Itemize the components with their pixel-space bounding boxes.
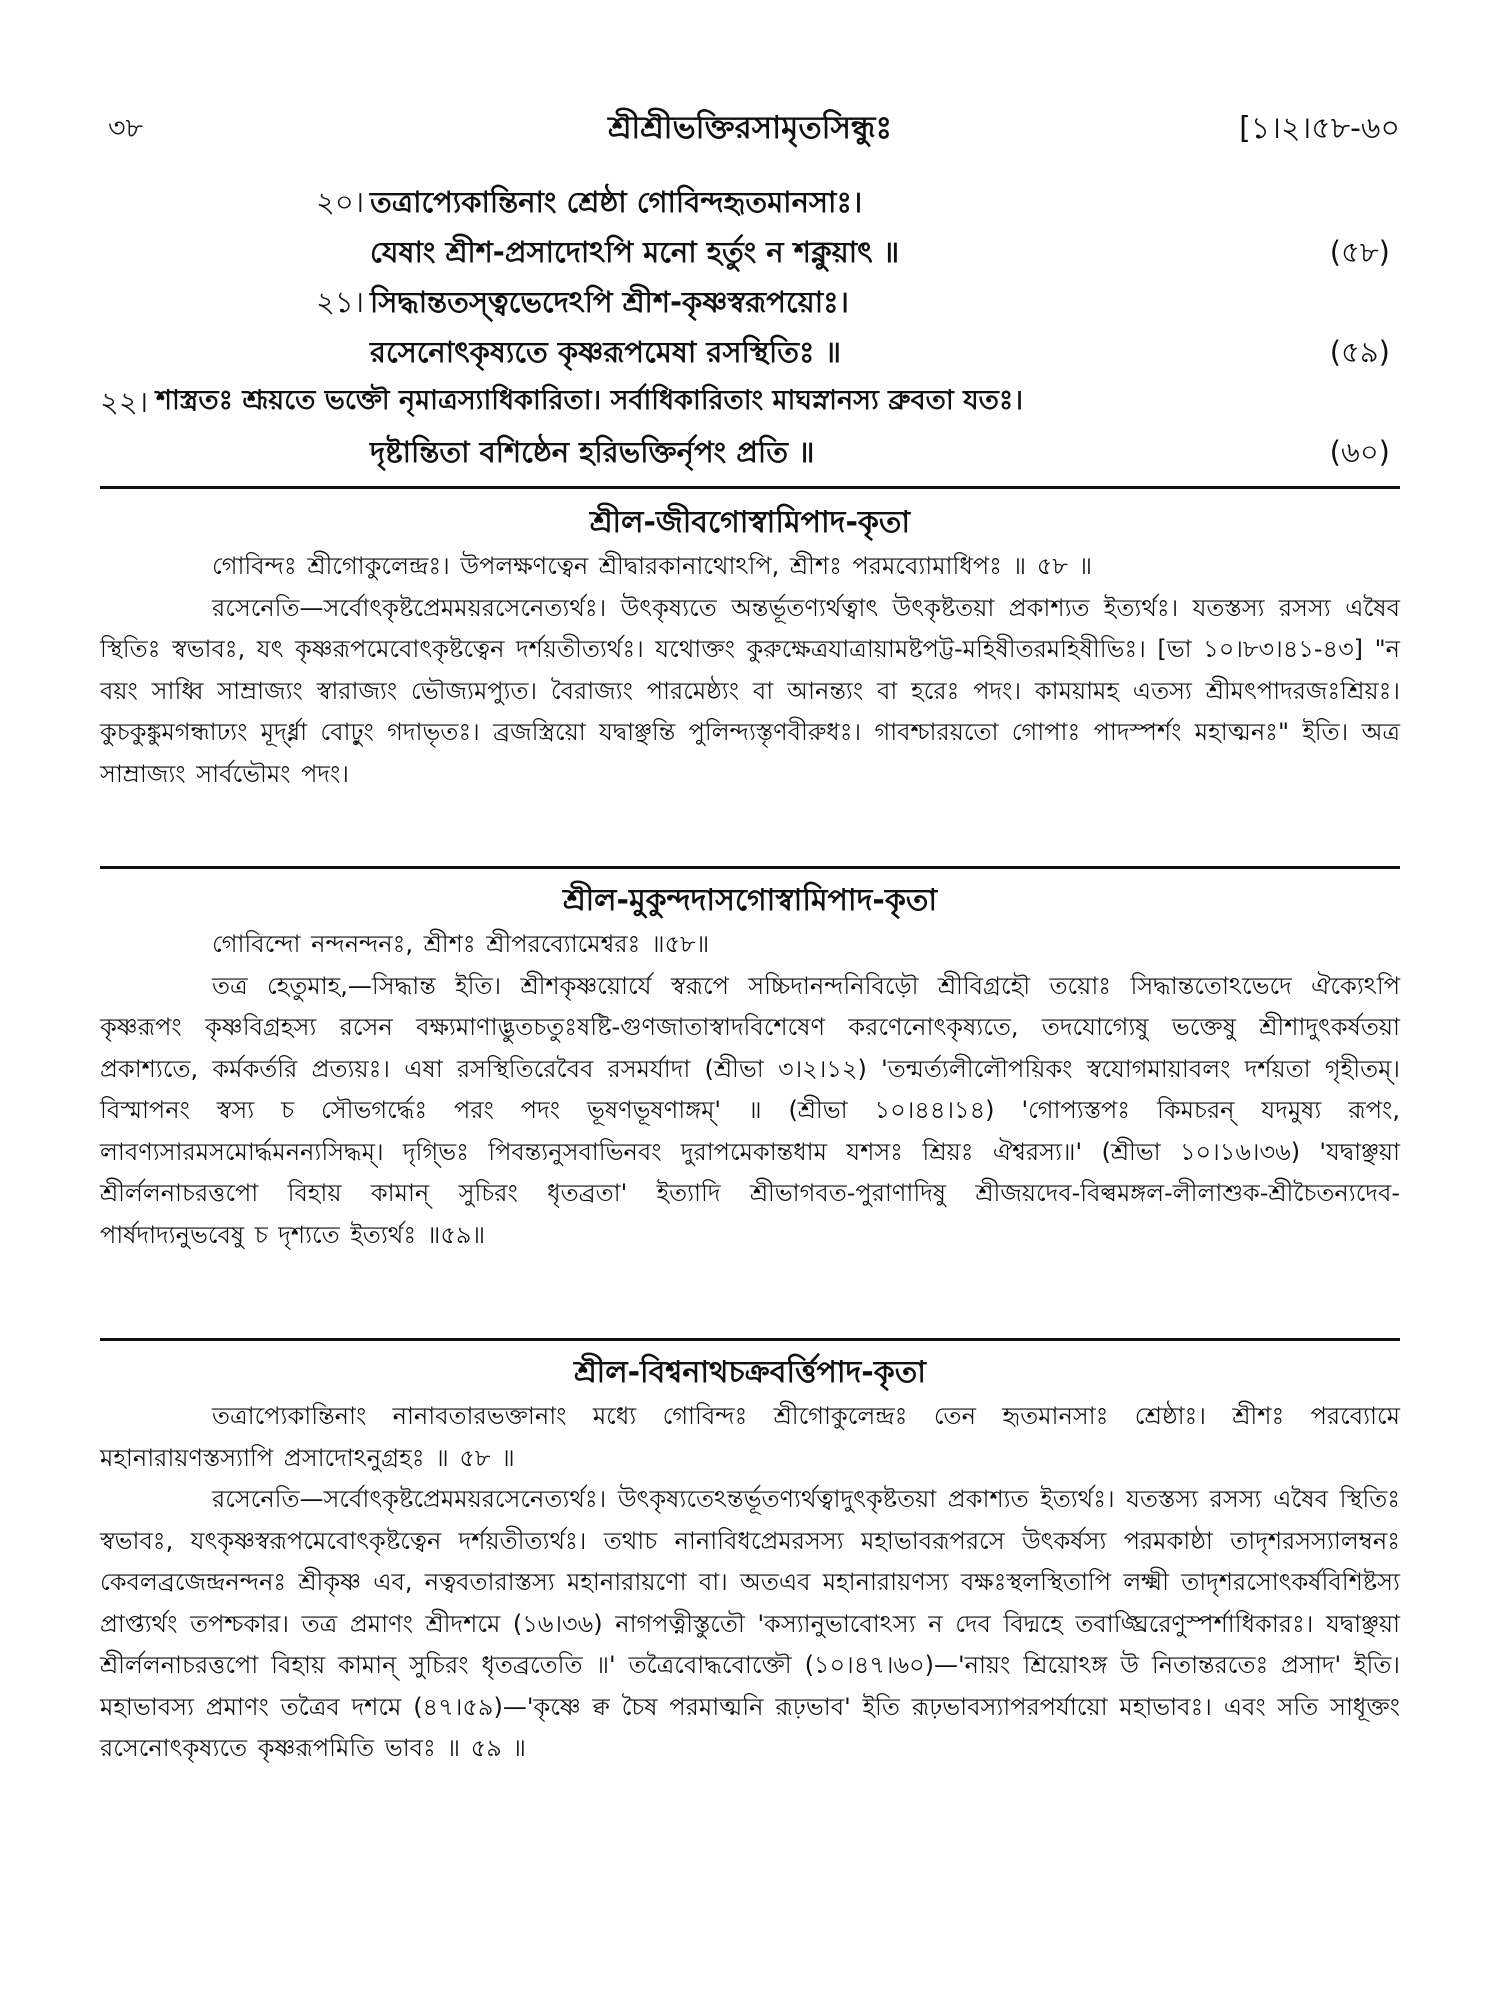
commentary-heading: শ্রীল-জীবগোস্বামিপাদ-কৃতা [589, 505, 911, 540]
verse-block [100, 176, 1400, 476]
commentary-paragraph: গোবিন্দো নন্দনন্দনঃ, শ্রীশঃ শ্রীপরব্যোমেশ্বরঃ ॥৫৮॥ [212, 930, 710, 958]
verse-ref: (৫৯) [1329, 335, 1390, 369]
verse-text: সিদ্ধান্ততস্ত্বভেদেঽপি শ্রীশ-কৃষ্ণস্বরূপয়োঃ। [370, 285, 849, 319]
verse-line [100, 376, 1400, 426]
verse-ref: (৬০) [1329, 435, 1390, 469]
verse-text: তত্রাপ্যেকান্তিনাং শ্রেষ্ঠা গোবিন্দহৃতমানসাঃ। [370, 185, 863, 219]
commentary-mukunda-dasa [100, 878, 1400, 1256]
commentary-heading: শ্রীল-বিশ্বনাথচক্রবর্ত্তিপাদ-কৃতা [574, 1355, 926, 1390]
verse-line [100, 326, 1400, 376]
page-number: ৩৮ [108, 113, 144, 144]
verse-line [100, 276, 1400, 326]
verse-ref: (৫৮) [1329, 235, 1390, 269]
verse-text: শাস্ত্রতঃ শ্রূয়তে ভক্তৌ নৃমাত্রস্যাধিকারিতা। সর্বাধিকারিতাং মাঘস্নানস্য ব্রুবতা যতঃ। [156, 385, 1023, 416]
commentary-jiva-gosvami [100, 500, 1400, 795]
section-divider [100, 1338, 1400, 1341]
verse-number: ২১। [316, 285, 365, 319]
verse-line [100, 426, 1400, 476]
commentary-paragraph: তত্রাপ্যেকান্তিনাং নানাবতারভক্তানাং মধ্যে গোবিন্দঃ শ্রীগোকুলেন্দ্রঃ তেন হৃতমানসাঃ শ্রেষ্ঠাঃ। শ্রীশঃ পরব্যোমে মহানারায়ণস্তস্যাপি প্রসাদোঽনুগ্রহঃ ॥ ৫৮ ॥ [100, 1402, 1400, 1472]
page-header [100, 104, 1400, 144]
verse-line [100, 176, 1400, 226]
running-title: শ্রীশ্রীভক্তিরসামৃতসিন্ধুঃ [608, 110, 892, 146]
verse-line [100, 226, 1400, 276]
verse-text: রসেনোৎকৃষ্যতে কৃষ্ণরূপমেষা রসস্থিতিঃ ॥ [370, 335, 841, 369]
verse-number: ২০। [316, 185, 365, 219]
commentary-paragraph: রসেনেতি—সর্বোৎকৃষ্টপ্রেমময়রসেনেত্যর্থঃ। উৎকৃষ্যতেঽন্তর্ভূতণ্যর্থত্বাদুৎকৃষ্টতয়া প্রকাশ্যত ইত্যর্থঃ। যতস্তস্য রসস্য এষৈব স্থিতিঃ স্বভাবঃ, যৎকৃষ্ণস্বরূপমেবোৎকৃষ্টত্বেন দর্শয়তীত্যর্থঃ। তথাচ নানাবিধপ্রেমরসস্য মহাভাবরূপরসে উৎকর্ষস্য পরমকাষ্ঠা তাদৃশরসস্যালম্বনঃ কেবলব্রজেন্দ্রনন্দনঃ শ্রীকৃষ্ণ এব, নত্ববতারাস্তস্য মহানারায়ণো বা। অতএব মহানারায়ণস্য বক্ষঃস্থলস্থিতাপি লক্ষ্মী তাদৃশরসোৎকর্ষবিশিষ্টস্য প্রাপ্ত্যর্থং তপশ্চকার। তত্র প্রমাণং শ্রীদশমে (১৬।৩৬) নাগপত্নীস্তুতৌ 'কস্যানুভাবোঽস্য ন দেব বিদ্মহে তবাঙ্ঘ্রিরেণুস্পর্শাধিকারঃ। যদ্বাঞ্ছয়া শ্রীর্ললনাচরত্তপো বিহায় কামান্ সুচিরং ধৃতব্রতেতি ॥' তত্রৈবোদ্ধবোক্তৌ (১০।৪৭।৬০)—'নায়ং শ্রিয়োঽঙ্গ উ নিতান্তরতেঃ প্রসাদ' ইতি। মহাভাবস্য প্রমাণং তত্রৈব দশমে (৪৭।৫৯)—'কৃষ্ণে ক্ব চৈষ পরমাত্মনি রূঢ়ভাব' ইতি রূঢ়ভাবস্যাপরপর্যায়ো মহাভাবঃ। এবং সতি সাধূক্তং রসেনোৎকৃষ্যতে কৃষ্ণরূপমিতি ভাবঃ ॥ ৫৯ ॥ [100, 1485, 1400, 1762]
commentary-paragraph: রসেনেতি—সর্বোৎকৃষ্টপ্রেমময়রসেনেত্যর্থঃ। উৎকৃষ্যতে অন্তর্ভূতণ্যর্থত্বাৎ উৎকৃষ্টতয়া প্রকাশ্যত ইত্যর্থঃ। যতস্তস্য রসস্য এষৈব স্থিতিঃ স্বভাবঃ, যৎ কৃষ্ণরূপমেবোৎকৃষ্টত্বেন দর্শয়তীত্যর্থঃ। যথোক্তং কুরুক্ষেত্রযাত্রায়ামষ্টপট্ট-মহিষীতরমহিষীভিঃ। [ভা ১০।৮৩।৪১-৪৩] "ন বয়ং সাধ্বি সাম্রাজ্যং স্বারাজ্যং ভৌজ্যমপ্যুত। বৈরাজ্যং পারমেষ্ঠ্যং বা আনন্ত্যং বা হরেঃ পদং। কাময়ামহ এতস্য শ্রীমৎপাদরজঃশ্রিয়ঃ। কুচকুঙ্কুমগন্ধাঢ্যং মূর্দ্ধ্না বোঢ়ুং গদাভৃতঃ। ব্রজস্ত্রিয়ো যদ্বাঞ্ছন্তি পুলিন্দ্যস্তৃণবীরুধঃ। গাবশ্চারয়তো গোপাঃ পাদস্পর্শং মহাত্মনঃ" ইতি। অত্র সাম্রাজ্যং সার্বভৌমং পদং। [100, 593, 1400, 788]
section-divider [100, 866, 1400, 869]
verse-range: [১।২।৫৮-৬০ [1239, 111, 1400, 146]
commentary-visvanatha-cakravarti [100, 1350, 1400, 1770]
verse-number: ২২। [100, 385, 149, 419]
commentary-paragraph: গোবিন্দঃ শ্রীগোকুলেন্দ্রঃ। উপলক্ষণত্বেন শ্রীদ্বারকানাথোঽপি, শ্রীশঃ পরমব্যোমাধিপঃ ॥ ৫৮ ॥ [212, 552, 1093, 580]
commentary-paragraph: তত্র হেতুমাহ,—সিদ্ধান্ত ইতি। শ্রীশকৃষ্ণয়োর্যে স্বরূপে সচ্চিদানন্দনিবিড়ৌ শ্রীবিগ্রহৌ তয়োঃ সিদ্ধান্ততোঽভেদে ঐক্যেঽপি কৃষ্ণরূপং কৃষ্ণবিগ্রহস্য রসেন বক্ষ্যমাণাদ্ভুতচতুঃষষ্টি-গুণজাতাস্বাদবিশেষেণ করণেনোৎকৃষ্যতে, তদযোগ্যেষু ভক্তেষু শ্রীশাদুৎকর্ষতয়া প্রকাশ্যতে, কর্মকর্তরি প্রত্যয়ঃ। এষা রসস্থিতিরেবৈব রসমর্যাদা (শ্রীভা ৩।২।১২) 'তন্মর্ত্যলীলৌপয়িকং স্বযোগমায়াবলং দর্শয়তা গৃহীতম্। বিস্মাপনং স্বস্য চ সৌভগর্দ্ধেঃ পরং পদং ভূষণভূষণাঙ্গম্' ॥ (শ্রীভা ১০।৪৪।১৪) 'গোপ্যস্তপঃ কিমচরন্ যদমুষ্য রূপং, লাবণ্যসারমসমোর্দ্ধমনন্যসিদ্ধম্। দৃগ্ভিঃ পিবন্ত্যনুসবাভিনবং দুরাপমেকান্তধাম যশসঃ শ্রিয়ঃ ঐশ্বরস্য॥' (শ্রীভা ১০।১৬।৩৬) 'যদ্বাঞ্ছয়া শ্রীর্ললনাচরত্তপো বিহায় কামান্ সুচিরং ধৃতব্রতা' ইত্যাদি শ্রীভাগবত-পুরাণাদিষু শ্রীজয়দেব-বিল্বমঙ্গল-লীলাশুক-শ্রীচৈতন্যদেব-পার্ষদাদ্যনুভবেষু চ দৃশ্যতে ইত্যর্থঃ ॥৫৯॥ [100, 971, 1400, 1249]
verse-text: যেষাং শ্রীশ-প্রসাদোঽপি মনো হর্তুং ন শক্নুয়াৎ ॥ [370, 235, 900, 269]
verse-text: দৃষ্টান্তিতা বশিষ্ঠেন হরিভক্তির্নৃপং প্রতি ॥ [370, 435, 815, 469]
section-divider [100, 486, 1400, 489]
commentary-heading: শ্রীল-মুকুন্দদাসগোস্বামিপাদ-কৃতা [562, 883, 938, 918]
